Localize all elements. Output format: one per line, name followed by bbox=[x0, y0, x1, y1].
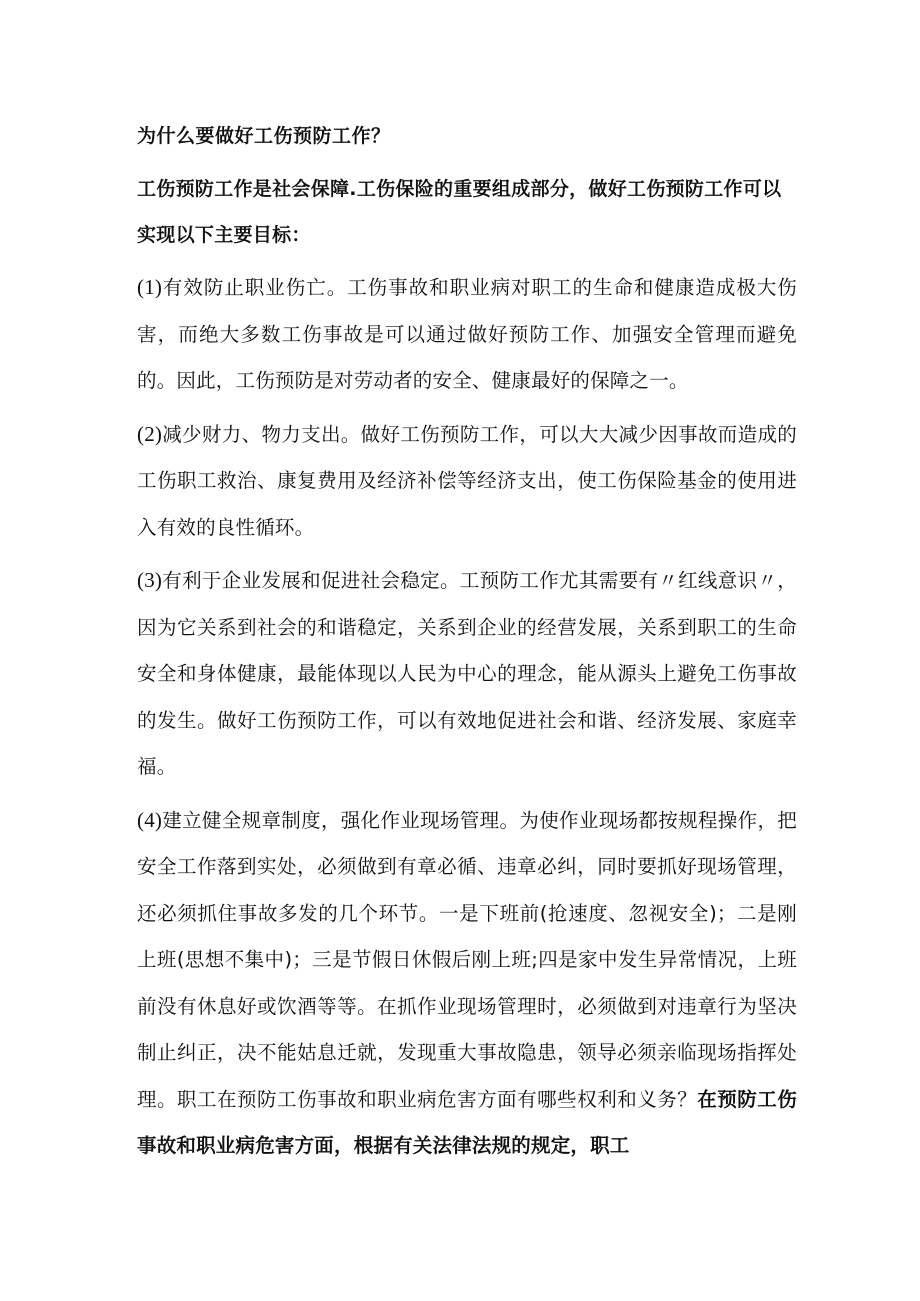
item-number: (1) bbox=[137, 275, 163, 299]
item-number: (3) bbox=[137, 568, 163, 592]
item-number: (2) bbox=[137, 421, 163, 446]
intro-paragraph: 工伤预防工作是社会保障.工伤保险的重要组成部分，做好工伤预防工作可以实现以下主要目标： bbox=[137, 178, 782, 246]
list-item-3 bbox=[137, 557, 797, 791]
list-item-1 bbox=[137, 264, 797, 405]
list-item-2 bbox=[137, 411, 797, 552]
item-text: 有利于企业发展和促进社会稳定。工预防工作尤其需要有〃红线意识〃，因为它关系到社会的和谐稳定，关系到企业的经营发展，关系到职工的生命安全和身体健康，最能体现以人民为中心的理念，能从源头上避免工伤事故的发生。做好工伤预防工作，可以有效地促进社会和谐、经济发展、家庭幸福。 bbox=[137, 569, 797, 778]
item-text: 建立健全规章制度，强化作业现场管理。为使作业现场都按规程操作，把安全工作落到实处，必须做到有章必循、违章必纠，同时要抓好现场管理，还必须抓住事故多发的几个环节。一是下班前(抢速度、忽视安全)；二是刚上班(思想不集中)；三是节假日休假后刚上班;四是家中发生异常情况，上班前没有休息好或饮酒等等。在抓作业现场管理时，必须做到对违章行为坚决制止纠正，决不能姑息迁就，发现重大事故隐患，领导必须亲临现场指挥处理。职工在预防工伤事故和职业病危害方面有哪些权利和义务？ bbox=[137, 808, 797, 1111]
item-text: 减少财力、物力支出。做好工伤预防工作，可以大大减少因事故而造成的工伤职工救治、康复费用及经济补偿等经济支出，使工伤保险基金的使用进入有效的良性循环。 bbox=[137, 422, 797, 539]
list-item-4 bbox=[137, 797, 797, 1170]
item-text: 有效防止职业伤亡。工伤事故和职业病对职工的生命和健康造成极大伤害，而绝大多数工伤事故是可以通过做好预防工作、加强安全管理而避免的。因此，工伤预防是对劳动者的安全、健康最好的保障之一。 bbox=[137, 276, 797, 392]
item-number: (4) bbox=[137, 807, 163, 832]
document-title: 为什么要做好工伤预防工作？ bbox=[137, 125, 391, 147]
document-body bbox=[137, 122, 797, 1176]
item-bold-tail: 在预防工伤事故和职业病危害方面，根据有关法律法规的规定，职工 bbox=[137, 1087, 797, 1157]
